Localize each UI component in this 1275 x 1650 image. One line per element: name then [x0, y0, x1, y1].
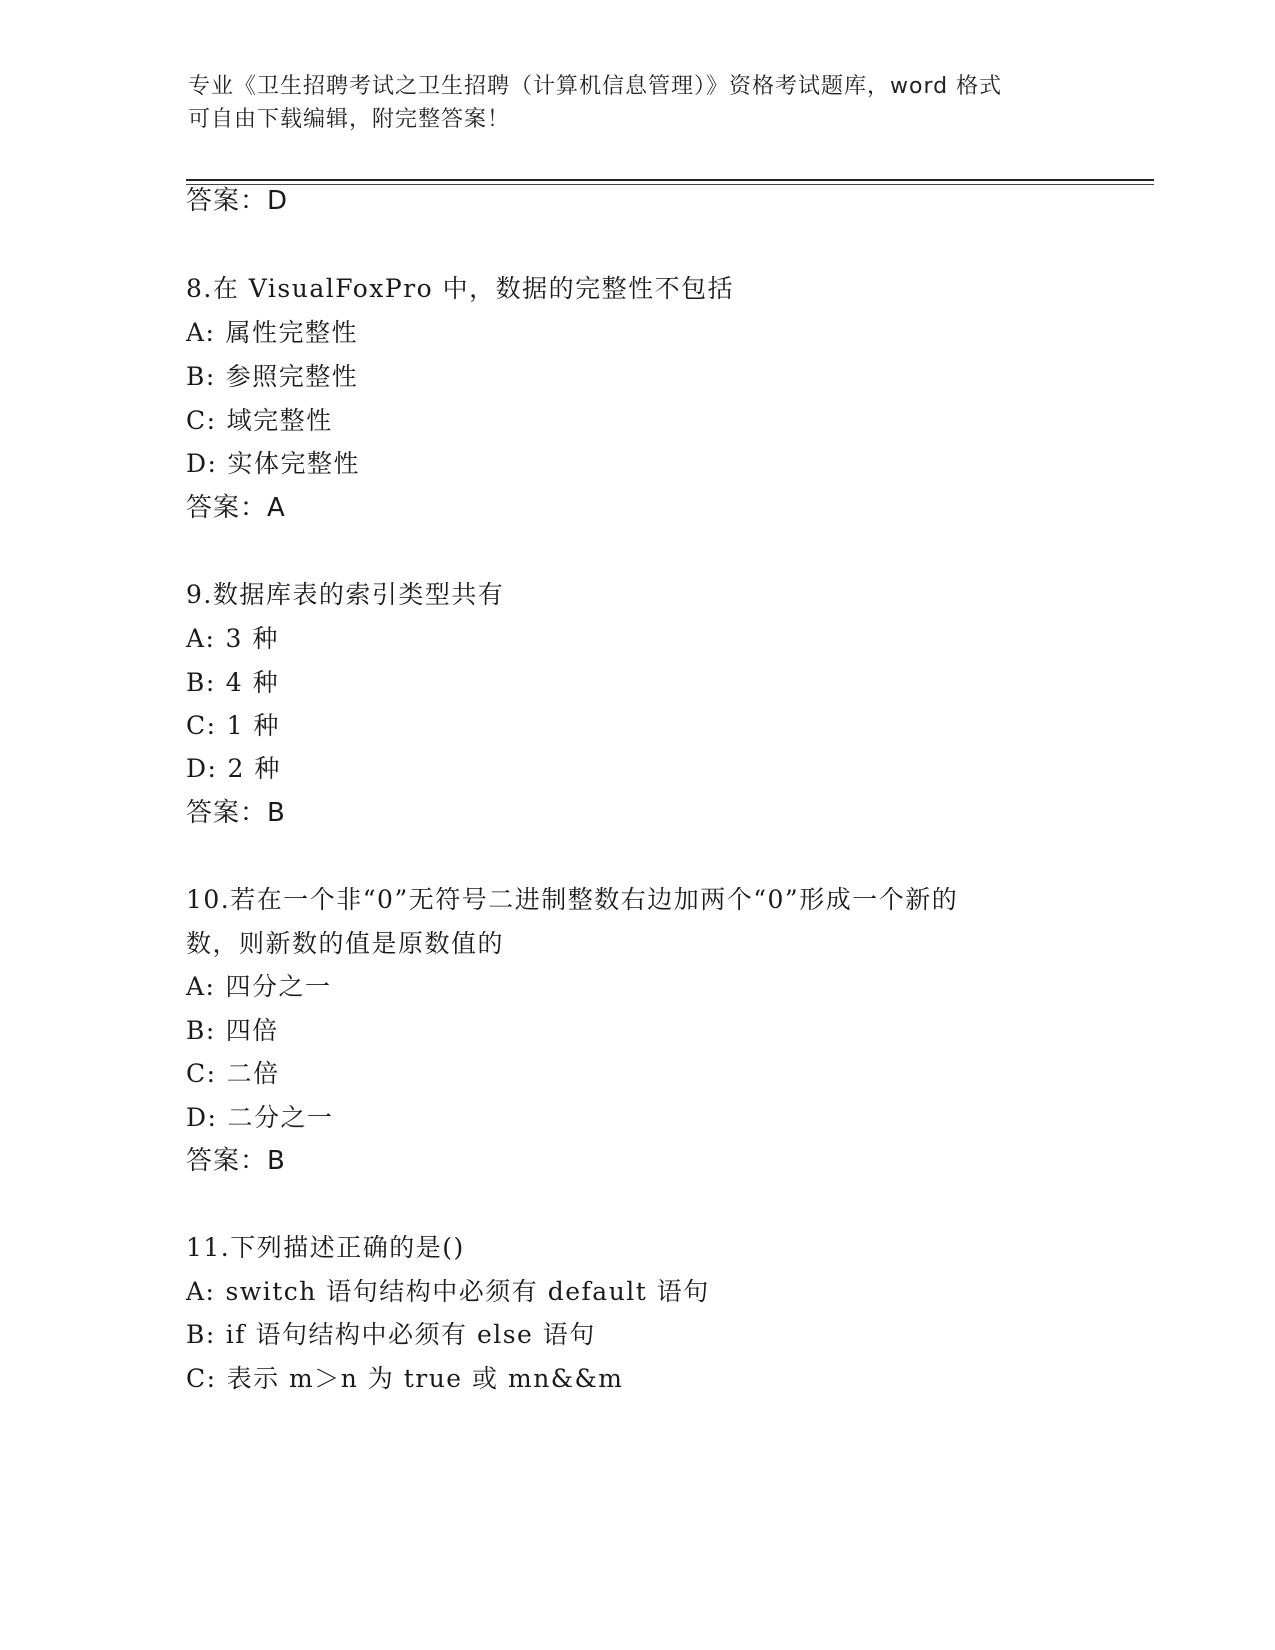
question-10-title-line-1: 10.若在一个非“0”无符号二进制整数右边加两个“0”形成一个新的 [186, 885, 959, 914]
option-label: A: [186, 318, 216, 347]
question-8-option-a [186, 316, 358, 350]
option-label: D: [186, 1103, 218, 1132]
option-text: 参照完整性 [225, 362, 359, 391]
option-label: D: [186, 449, 218, 478]
question-10-title-line-2: 数，则新数的值是原数值的 [186, 929, 505, 958]
option-text: 表示 m＞n 为 true 或 mn&&m [226, 1364, 624, 1393]
option-text: 2 种 [227, 754, 281, 783]
question-9-option-d [186, 752, 281, 786]
option-label: B: [186, 1016, 216, 1045]
question-8-option-d [186, 447, 360, 481]
question-8-answer: 答案：A [186, 493, 286, 523]
question-10-option-b [186, 1014, 279, 1048]
previous-answer: 答案：D [186, 186, 289, 216]
option-text: 实体完整性 [227, 449, 360, 478]
option-label: B: [186, 362, 216, 391]
option-label: A: [186, 1277, 216, 1306]
question-9-option-b [186, 666, 279, 700]
question-11-option-c [186, 1362, 624, 1396]
header-line-2: 可自由下载编辑，附完整答案！ [188, 107, 511, 132]
option-text: 1 种 [226, 711, 280, 740]
option-label: D: [186, 754, 218, 783]
option-text: 域完整性 [226, 406, 333, 435]
question-11-option-a [186, 1275, 710, 1309]
question-10-answer: 答案：B [186, 1146, 286, 1176]
option-label: A: [186, 972, 216, 1001]
option-label: C: [186, 711, 217, 740]
option-label: B: [186, 668, 216, 697]
option-text: 3 种 [225, 624, 279, 653]
option-text: 二倍 [226, 1059, 280, 1088]
question-10-option-c [186, 1057, 280, 1091]
option-text: if 语句结构中必须有 else 语句 [225, 1320, 596, 1349]
option-text: 属性完整性 [225, 318, 358, 347]
option-label: C: [186, 1364, 217, 1393]
document-header [188, 70, 1088, 136]
header-divider-thin [186, 184, 1154, 185]
question-9-title: 9.数据库表的索引类型共有 [186, 580, 505, 609]
option-text: 二分之一 [227, 1103, 334, 1132]
question-8-option-c [186, 404, 333, 438]
header-divider-thick [186, 179, 1154, 181]
question-9-option-a [186, 622, 279, 656]
option-label: A: [186, 624, 216, 653]
question-11-title: 11.下列描述正确的是() [186, 1233, 465, 1262]
question-10-option-a [186, 970, 332, 1004]
option-text: 4 种 [225, 668, 280, 697]
option-label: B: [186, 1320, 216, 1349]
question-10-option-d [186, 1101, 333, 1135]
question-11-option-b [186, 1318, 596, 1352]
option-text: 四分之一 [225, 972, 332, 1001]
question-8-option-b [186, 360, 358, 394]
option-label: C: [186, 1059, 217, 1088]
header-line-1: 专业《卫生招聘考试之卫生招聘（计算机信息管理）》资格考试题库，word 格式 [188, 74, 1003, 99]
question-9-answer: 答案：B [186, 798, 286, 828]
question-8-title: 8.在 VisualFoxPro 中，数据的完整性不包括 [186, 274, 735, 303]
option-text: switch 语句结构中必须有 default 语句 [225, 1277, 710, 1306]
option-label: C: [186, 406, 217, 435]
question-9-option-c [186, 709, 280, 743]
option-text: 四倍 [225, 1016, 279, 1045]
